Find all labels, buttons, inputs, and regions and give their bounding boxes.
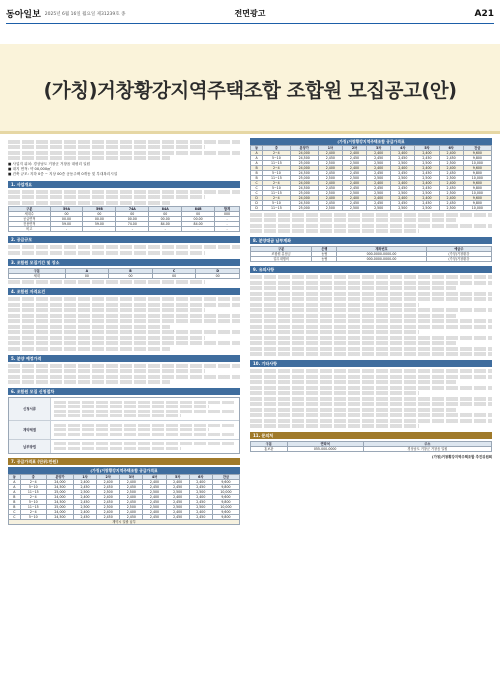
newspaper-logo: 동아일보 [6,10,41,20]
text-line [250,347,492,351]
text-line [250,408,456,412]
table-footer-row: 계약시 일괄 납부 [9,519,240,524]
text-line [250,375,492,379]
right-price-table [250,145,492,211]
table-row: C 11~15 25,000 2,500 2,500 2,500 2,500 2,500 2,500 10,000 [251,191,492,196]
text-line [8,145,205,149]
table-row: C 5~10 24,500 2,450 2,450 2,450 2,450 2,450 2,450 9,800 [9,514,240,519]
table-row: 홍보관 055-000-0000 경상남도 거창군 거창읍 일원 [251,447,492,452]
section-heading: 6. 조합원 모집 신청절차 [8,388,240,395]
table-row: A 11~15 25,000 2,500 2,500 2,500 2,500 2,500 2,500 10,000 [9,489,240,494]
supply-table [8,206,240,232]
text-line [250,386,492,390]
table-header-row: 구분 59A 59B 74A 84A 84B 합계 [9,207,240,212]
section-label: 전면광고 [234,9,266,18]
section-heading: 11. 문의처 [250,432,492,439]
table-header-row: 동 층 분양가 1차 2차 3차 4차 5차 6차 잔금 [251,146,492,151]
text-line [250,380,456,384]
text-line [8,330,240,334]
text-line [8,195,205,199]
table-row: B 11~15 25,000 2,500 2,500 2,500 2,500 2,500 2,500 10,000 [251,176,492,181]
table-row: A 2~4 24,000 2,400 2,400 2,400 2,400 2,400 2,400 9,600 [9,479,240,484]
text-line [8,297,240,301]
text-line [250,308,492,312]
contact-table [250,441,492,452]
section-heading: 9. 유의사항 [250,266,492,273]
text-line [250,229,419,233]
procedure-row [9,421,239,440]
section-heading: 2. 공급규모 [8,236,240,243]
text-line [250,402,492,406]
text-line [8,341,240,345]
section-heading: 3. 조합원 모집기간 및 장소 [8,259,240,266]
text-line [250,369,492,373]
issue-info: 2025년 6월 16일 월요일 제31239호 종 [44,11,126,17]
left-column [8,138,240,525]
text-line [250,413,492,417]
table-row: A 5~10 24,500 2,450 2,450 2,450 2,450 2,450 2,450 9,800 [251,156,492,161]
text-line [8,314,240,318]
text-line [8,303,240,307]
text-line [8,380,170,384]
table-row: C 2~4 24,000 2,400 2,400 2,400 2,400 2,400 2,400 9,600 [9,509,240,514]
text-line [8,245,240,249]
table-row: 업무대행비 농협 000-0000-0000-00 (가칭)거창황강 [251,257,492,262]
text-line [8,201,170,205]
text-line [250,286,456,290]
table-row: 세대수 00 00 00 00 00 000 [9,212,240,217]
text-line [250,319,492,323]
table-row: A 5~10 24,500 2,450 2,450 2,450 2,450 2,450 2,450 9,800 [9,484,240,489]
text-line [250,314,456,318]
account-table [250,246,492,262]
text-line [8,364,240,368]
title-band-underline [0,131,500,134]
text-line [250,275,492,279]
procedure-label: 신청서류 [9,398,51,420]
section-heading: 7. 공급가격표 (단위:만원) [8,458,240,465]
table-row: A 11~15 25,000 2,500 2,500 2,500 2,500 2,500 2,500 10,000 [251,161,492,166]
text-line [8,347,170,351]
table-row: 세대 00 00 00 00 [9,273,240,278]
text-line [8,156,170,160]
schedule-table [8,268,240,279]
footer-signature: (가칭)거창황강지역주택조합 추진위원회 [432,455,492,459]
table-header-row: 구분 은행 계좌번호 예금주 [251,247,492,252]
page-title: (가칭)거창황강지역주택조합 조합원 모집공고(안) [43,79,457,102]
text-line [250,330,419,334]
text-line [8,140,240,144]
table-row: D 2~4 24,000 2,400 2,400 2,400 2,400 2,400 2,400 9,600 [251,196,492,201]
procedure-label: 납부방법 [9,440,51,453]
table-row: B 2~4 24,000 2,400 2,400 2,400 2,400 2,400 2,400 9,600 [9,494,240,499]
table-row: D 5~10 24,500 2,450 2,450 2,450 2,450 2,450 2,450 9,800 [251,201,492,206]
text-line [250,391,419,395]
section-heading: 10. 기타사항 [250,360,492,367]
table-row: C 5~10 24,500 2,450 2,450 2,450 2,450 2,450 2,450 9,800 [251,186,492,191]
table-row: 비고 - - - - - - [9,227,240,232]
section-heading: 8. 분양대금 납부계좌 [250,237,492,244]
title-band [0,44,500,134]
text-line [250,224,492,228]
price-table-title: (가칭)거창황강지역주택조합 공급가격표 [250,138,492,145]
text-line [250,341,456,345]
table-row: B 5~10 24,500 2,450 2,450 2,450 2,450 2,450 2,450 9,800 [251,171,492,176]
procedure-row [9,440,239,453]
page-number: A21 [474,8,494,19]
text-line [8,280,205,284]
right-column [250,138,492,460]
text-line [250,213,492,217]
text-line [250,325,492,329]
table-row: B 11~15 25,000 2,500 2,500 2,500 2,500 2,500 2,500 10,000 [9,504,240,509]
table-row: 공급면적 00.00 00.00 00.00 00.00 00.00 - [9,217,240,222]
text-line [250,424,419,428]
text-line [250,297,492,301]
section-heading: 4. 조합원 자격요건 [8,288,240,295]
intro-bullet: ■ 사업지 위치: 경상남도 거창군 거창읍 대평리 일원 [8,161,91,166]
table-row: B 5~10 24,500 2,450 2,450 2,450 2,450 2,450 2,450 9,800 [9,499,240,504]
text-line [250,218,456,222]
text-line [8,375,240,379]
text-line [8,151,240,155]
left-price-table [8,474,240,525]
text-line [8,336,205,340]
text-line [250,352,492,356]
text-line [250,336,492,340]
text-line [8,319,240,323]
intro-bullet: ■ 대지 면적: 약 00,000㎡ [8,166,51,171]
table-header-row: 구분 연락처 주소 [251,442,492,447]
table-row: D 11~15 25,000 2,500 2,500 2,500 2,500 2,500 2,500 10,000 [251,206,492,211]
table-row: 조합원 분담금 농협 000-0000-0000-00 (가칭)거창황강 [251,252,492,257]
text-line [8,369,205,373]
masthead [6,4,494,24]
text-line [8,251,205,255]
text-line [8,308,205,312]
text-line [250,303,419,307]
table-row: A 2~4 24,000 2,400 2,400 2,400 2,400 2,400 2,400 9,600 [251,151,492,156]
procedure-label: 계약체결 [9,421,51,439]
text-line [250,419,492,423]
table-header-row: 동 층 분양가 1차 2차 3차 4차 5차 6차 잔금 [9,474,240,479]
text-line [8,190,240,194]
right-price-rows [251,151,492,211]
table-row: B 2~4 24,000 2,400 2,400 2,400 2,400 2,400 2,400 9,600 [251,166,492,171]
table-row: 전용면적 59.00 59.00 74.00 84.00 84.00 - [9,222,240,227]
apply-procedure-box [8,397,240,454]
price-table-title: (가칭)거창황강지역주택조합 공급가격표 [8,467,240,474]
table-row: C 2~4 24,000 2,400 2,400 2,400 2,400 2,400 2,400 9,600 [251,181,492,186]
text-line [250,397,492,401]
text-line [250,292,492,296]
section-heading: 1. 사업개요 [8,181,240,188]
table-header-row: 구분 A B C D [9,268,240,273]
intro-bullet: ■ 건축 규모: 지하 0층 ~ 지상 00층 공동주택 0개동 및 부대복리시설 [8,171,118,176]
text-line [250,281,492,285]
text-line [8,325,170,329]
section-heading: 5. 분양 예정가격 [8,355,240,362]
procedure-row [9,398,239,421]
